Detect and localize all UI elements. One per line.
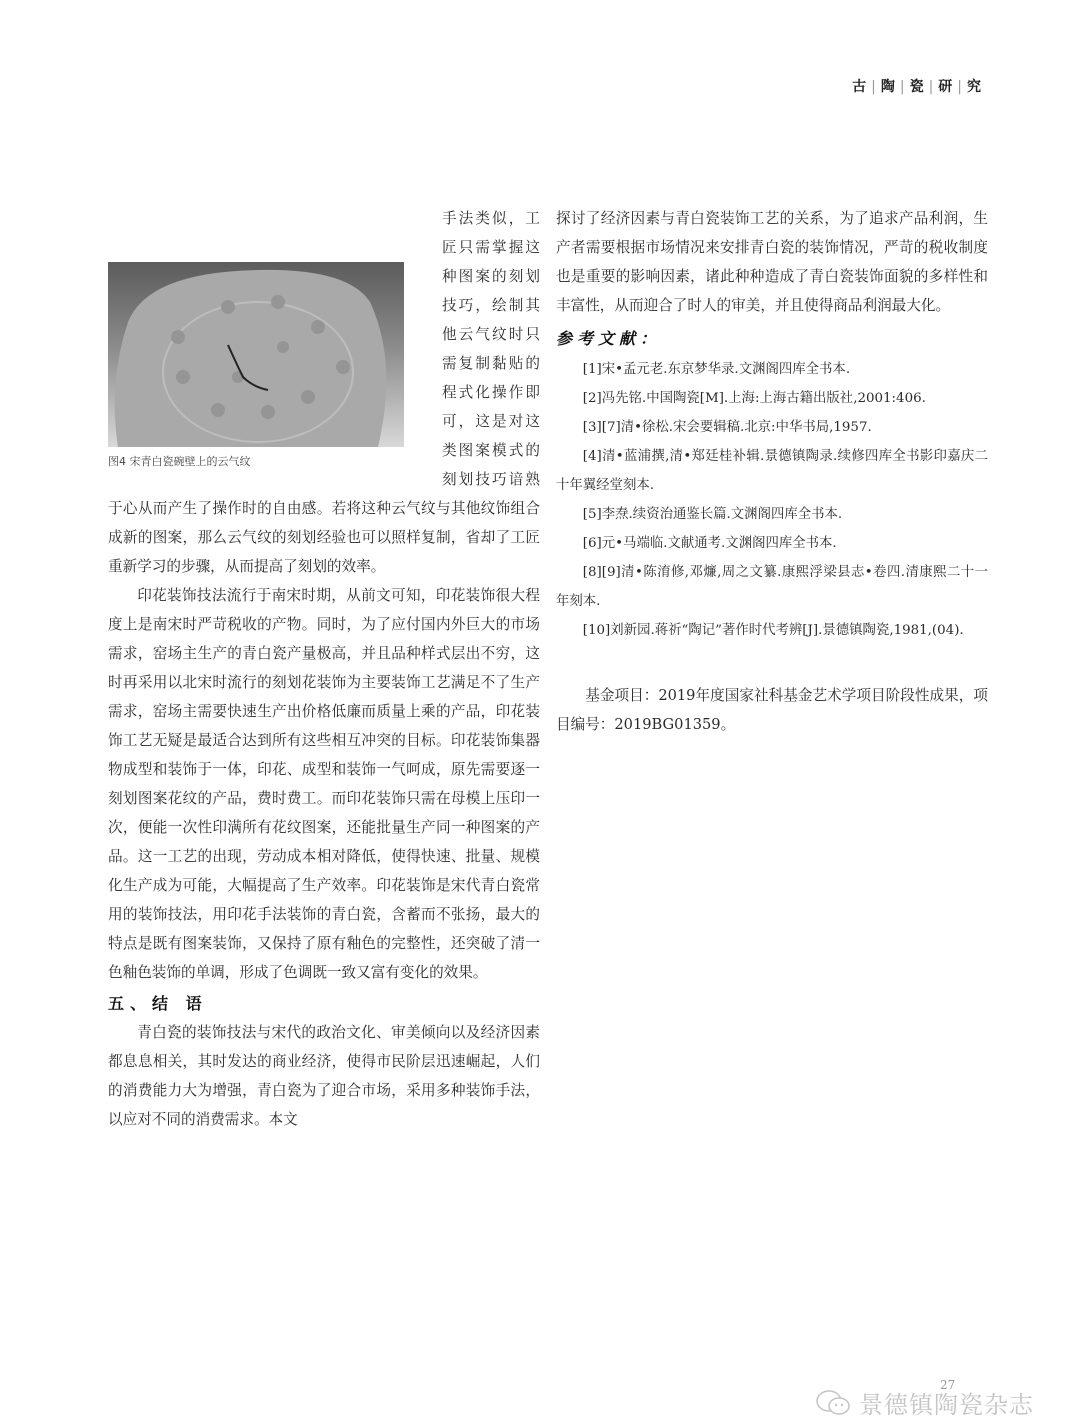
reference-item: [2]冯先铭.中国陶瓷[M].上海:上海古籍出版社,2001:406.	[582, 391, 926, 406]
page-number: 27	[940, 1378, 956, 1392]
body-paragraph-intro: 手法类似，工匠只需掌握这种图案的刻划技巧，绘制其他云气纹时只需复制黏贴的程式化操作即可，这是对这类图案模式的刻划技巧谙熟于心从而产生了操作时的自由感。若将这种云气纹与其他纹饰组合成新的图案，那么云气纹的刻划经验也可以照样复制，省却了工匠重新学习的步骤，从而提高了刻划的效率。	[108, 210, 540, 575]
running-header	[852, 76, 982, 96]
reference-item: [1]宋•孟元老.东京梦华录.文渊阁四库全书本.	[582, 362, 851, 377]
header-char: 陶	[880, 79, 896, 95]
figure-4	[108, 262, 428, 471]
reference-item: [8][9]清•陈淯修,邓燫,周之文纂.康熙浮梁县志•卷四.清康熙二十一年刻本.	[556, 565, 988, 609]
reference-item: [3][7]清•徐松.宋会要辑稿.北京:中华书局,1957.	[582, 420, 872, 435]
references-heading: 参考文献：	[556, 329, 662, 348]
fund-text: 2019年度国家社科基金艺术学项目阶段性成果，项目编号：2019BG01359。	[556, 687, 988, 733]
header-char: 瓷	[909, 79, 925, 95]
reference-list	[556, 355, 988, 645]
header-separator: |	[899, 79, 906, 95]
header-char: 古	[852, 79, 868, 95]
fund-note	[556, 681, 988, 739]
section-heading-conclusion: 五、结 语	[108, 994, 208, 1013]
body-paragraph-continued: 探讨了经济因素与青白瓷装饰工艺的关系，为了追求产品利润，生产者需要根据市场情况来安排青白瓷的装饰情况，严苛的税收制度也是重要的影响因素，诸此种种造成了青白瓷装饰面貌的多样性和丰富性，从而迎合了时人的审美，并且使得商品利润最大化。	[556, 210, 988, 314]
right-column	[556, 204, 988, 739]
fund-label: 基金项目：	[585, 687, 659, 704]
header-char: 研	[938, 79, 954, 95]
left-column	[108, 204, 540, 1134]
body-paragraph: 印花装饰技法流行于南宋时期，从前文可知，印花装饰很大程度上是南宋时严苛税收的产物。同时，为了应付国内外巨大的市场需求，窑场主生产的青白瓷产量极高，并且品种样式层出不穷，这时再采用以北宋时流行的刻划花装饰为主要装饰工艺满足不了生产需求，窑场主需要快速生产出价格低廉而质量上乘的产品，印花装饰工艺无疑是最适合达到所有这些相互冲突的目标。印花装饰集器物成型和装饰于一体，印花、成型和装饰一气呵成，原先需要逐一刻划图案花纹的产品，费时费工。而印花装饰只需在母模上压印一次，便能一次性印满所有花纹图案，还能批量生产同一种图案的产品。这一工艺的出现，劳动成本相对降低，使得快速、批量、规模化生产成为可能，大幅提高了生产效率。印花装饰是宋代青白瓷常用的装饰技法，用印花手法装饰的青白瓷，含蓄而不张扬，最大的特点是既有图案装饰，又保持了原有釉色的完整性，还突破了清一色釉色装饰的单调，形成了色调既一致又富有变化的效果。	[108, 587, 540, 981]
reference-item: [10]刘新园.蒋祈“陶记”著作时代考辨[J].景德镇陶瓷,1981,(04).	[582, 623, 964, 638]
body-paragraph: 青白瓷的装饰技法与宋代的政治文化、审美倾向以及经济因素都息息相关，其时发达的商业经济，使得市民阶层迅速崛起，人们的消费能力大为增强，青白瓷为了迎合市场，采用多种装饰手法，以应对不同的消费需求。本文	[108, 1024, 540, 1128]
watermark	[815, 1385, 1034, 1420]
reference-item: [6]元•马端临.文献通考.文渊阁四库全书本.	[582, 536, 837, 551]
reference-item: [4]清•蓝浦撰,清•郑廷桂补辑.景德镇陶录.续修四库全书影印嘉庆二十年翼经堂刻本.	[556, 449, 988, 493]
header-char: 究	[967, 79, 982, 95]
figure-caption: 图4 宋青白瓷碗壁上的云气纹	[108, 455, 251, 468]
header-separator: |	[871, 79, 877, 95]
reference-item: [5]李焘.续资治通鉴长篇.文渊阁四库全书本.	[582, 507, 843, 522]
header-separator: |	[957, 79, 963, 95]
header-separator: |	[928, 79, 935, 95]
wechat-icon	[815, 1389, 851, 1417]
figure-image	[108, 262, 404, 447]
watermark-text: 景德镇陶瓷杂志	[859, 1391, 1034, 1419]
